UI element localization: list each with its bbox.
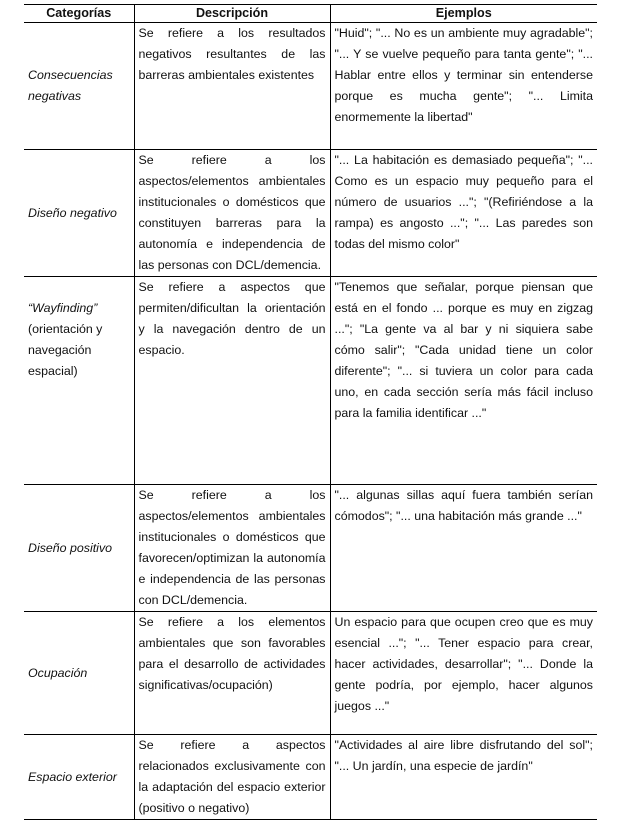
category-cell: [24, 277, 134, 485]
header-categorias: Categorías: [24, 5, 134, 23]
category-cell: [24, 612, 134, 735]
description-cell: Se refiere a aspectos relacionados exclusivamente con la adaptación del espacio exterior (positivo o negativo): [134, 735, 330, 820]
examples-cell: "... algunas sillas aquí fuera también serían cómodos"; "... una habitación más grande ...": [330, 485, 597, 612]
header-ejemplos: Ejemplos: [330, 5, 597, 23]
category-name: Ocupación: [28, 665, 88, 680]
category-note: (orientación y navegación espacial): [28, 322, 103, 378]
examples-cell: "... La habitación es demasiado pequeña"; "... Como es un espacio muy pequeño para el número de usuarios ..."; "(Refiriéndose a la rampa) es angosto ..."; "... Las paredes son todas del mismo color": [330, 150, 597, 277]
category-cell: [24, 735, 134, 820]
category-name: “Wayfinding”: [28, 301, 98, 315]
table-row: [24, 612, 597, 735]
examples-cell: "Huid"; "... No es un ambiente muy agradable"; "... Y se vuelve pequeño para tanta gente"; "... Hablar entre ellos y terminar sin entenderse porque es mucha gente"; "... Limita enormemente la libertad": [330, 23, 597, 150]
category-name: Consecuencias negativas: [28, 68, 113, 103]
category-cell: [24, 23, 134, 150]
table-row: [24, 150, 597, 277]
table-row: [24, 277, 597, 485]
description-cell: Se refiere a los elementos ambientales que son favorables para el desarrollo de actividades significativas/ocupación): [134, 612, 330, 735]
examples-cell: "Actividades al aire libre disfrutando del sol"; "... Un jardín, una especie de jardín": [330, 735, 597, 820]
category-name: Diseño negativo: [28, 205, 117, 220]
examples-cell: "Tenemos que señalar, porque piensan que está en el fondo ... porque es muy en zigzag ..."; "La gente va al bar y ni siquiera sabe cómo salir"; "Cada unidad tiene un color diferente"; "... si tuviera un color para cada uno, en cada sección sería más fácil incluso para la familia identificar ...": [330, 277, 597, 485]
description-cell: Se refiere a los aspectos/elementos ambientales institucionales o domésticos que constituyen barreras para la autonomía e independencia de las personas con DCL/demencia.: [134, 150, 330, 277]
categories-table: [24, 4, 597, 820]
category-cell: [24, 485, 134, 612]
category-name: Espacio exterior: [28, 769, 117, 784]
table-row: [24, 485, 597, 612]
description-cell: Se refiere a los aspectos/elementos ambientales institucionales o domésticos que favorecen/optimizan la autonomía e independencia de las personas con DCL/demencia.: [134, 485, 330, 612]
examples-cell: Un espacio para que ocupen creo que es muy esencial ..."; "... Tener espacio para crear, hacer actividades, desarrollar"; "... Donde la gente podría, por ejemplo, hacer algunos juegos ...": [330, 612, 597, 735]
table-header-row: [24, 5, 597, 23]
description-cell: Se refiere a los resultados negativos resultantes de las barreras ambientales existentes: [134, 23, 330, 150]
category-name: Diseño positivo: [28, 540, 113, 555]
description-cell: Se refiere a aspectos que permiten/dificultan la orientación y la navegación dentro de un espacio.: [134, 277, 330, 485]
header-descripcion: Descripción: [134, 5, 330, 23]
table-row: [24, 735, 597, 820]
category-cell: [24, 150, 134, 277]
table-row: [24, 23, 597, 150]
